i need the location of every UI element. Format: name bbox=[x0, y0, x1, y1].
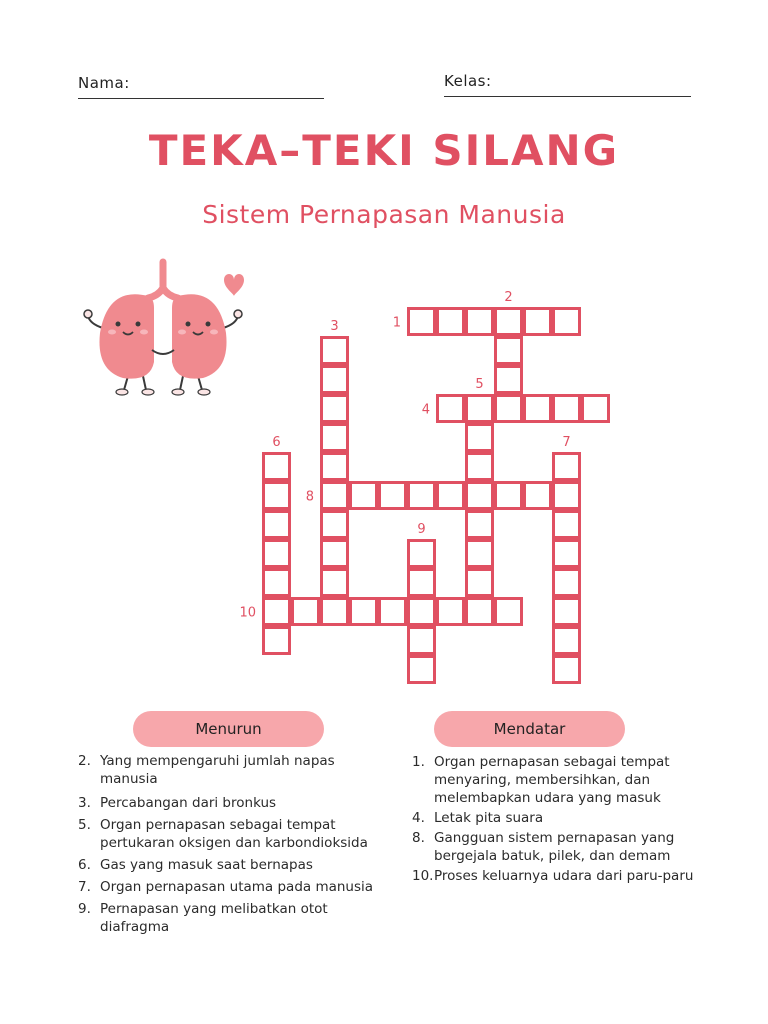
crossword-cell[interactable] bbox=[467, 570, 493, 596]
clue-number-label: 2 bbox=[504, 290, 513, 305]
down-clue-7 bbox=[78, 878, 378, 896]
across-clue-4 bbox=[412, 809, 712, 827]
clue-text: Proses keluarnya udara dari paru-paru bbox=[434, 868, 694, 884]
crossword-cell[interactable] bbox=[467, 541, 493, 567]
crossword-cell[interactable] bbox=[554, 396, 580, 422]
crossword-cell[interactable] bbox=[554, 599, 580, 625]
clue-text: Gas yang masuk saat bernapas bbox=[100, 857, 313, 873]
crossword-cell[interactable] bbox=[322, 599, 348, 625]
crossword-cell[interactable] bbox=[554, 309, 580, 335]
page-title: TEKA–TEKI SILANG bbox=[148, 126, 620, 175]
crossword-cell[interactable] bbox=[322, 570, 348, 596]
crossword-cell[interactable] bbox=[409, 570, 435, 596]
clue-number-label: 4 bbox=[421, 402, 430, 418]
crossword-cell[interactable] bbox=[322, 483, 348, 509]
crossword-cell[interactable] bbox=[525, 309, 551, 335]
crossword-cell[interactable] bbox=[438, 309, 464, 335]
clue-text: Organ pernapasan utama pada manusia bbox=[100, 879, 374, 895]
crossword-cell[interactable] bbox=[496, 338, 522, 364]
crossword-cell[interactable] bbox=[264, 628, 290, 654]
clue-text: Percabangan dari bronkus bbox=[100, 795, 277, 811]
clue-number: 8. bbox=[412, 830, 425, 846]
crossword-cell[interactable] bbox=[554, 454, 580, 480]
down-clues-header: Menurun bbox=[133, 711, 324, 747]
crossword-cell[interactable] bbox=[554, 570, 580, 596]
across-clue-8 bbox=[412, 829, 712, 865]
crossword-cell[interactable] bbox=[322, 367, 348, 393]
clue-number: 7. bbox=[78, 879, 91, 895]
name-line[interactable] bbox=[78, 98, 324, 99]
down-clue-2 bbox=[78, 752, 378, 788]
across-clue-list bbox=[412, 753, 712, 885]
crossword-cell[interactable] bbox=[554, 512, 580, 538]
crossword-cell[interactable] bbox=[496, 396, 522, 422]
crossword-cell[interactable] bbox=[583, 396, 609, 422]
clue-number: 10. bbox=[412, 868, 434, 884]
clue-number: 1. bbox=[412, 754, 425, 770]
clue-number: 3. bbox=[78, 795, 91, 811]
crossword-cell[interactable] bbox=[380, 483, 406, 509]
crossword-cell[interactable] bbox=[467, 425, 493, 451]
crossword-cell[interactable] bbox=[438, 483, 464, 509]
crossword-cell[interactable] bbox=[467, 309, 493, 335]
crossword-cell[interactable] bbox=[264, 454, 290, 480]
crossword-cell[interactable] bbox=[322, 338, 348, 364]
clue-number-label: 1 bbox=[392, 315, 401, 331]
class-label: Kelas: bbox=[444, 72, 492, 90]
crossword-cell[interactable] bbox=[264, 541, 290, 567]
crossword-cell[interactable] bbox=[322, 425, 348, 451]
clue-number-label: 10 bbox=[239, 605, 256, 621]
crossword-cell[interactable] bbox=[554, 483, 580, 509]
down-clue-5 bbox=[78, 816, 378, 852]
clue-number: 2. bbox=[78, 753, 91, 769]
crossword-cell[interactable] bbox=[467, 454, 493, 480]
lungs-illustration bbox=[78, 258, 248, 403]
clue-number-label: 9 bbox=[417, 522, 426, 537]
crossword-cell[interactable] bbox=[496, 599, 522, 625]
crossword-cell[interactable] bbox=[467, 483, 493, 509]
clue-text: Organ pernapasan sebagai tempat pertukaran oksigen dan karbondioksida bbox=[100, 817, 368, 851]
crossword-cell[interactable] bbox=[322, 541, 348, 567]
down-clue-9 bbox=[78, 900, 378, 936]
crossword-cell[interactable] bbox=[554, 628, 580, 654]
clue-number-label: 6 bbox=[272, 435, 281, 450]
crossword-cell[interactable] bbox=[351, 483, 377, 509]
crossword-cell[interactable] bbox=[264, 483, 290, 509]
clue-text: Pernapasan yang melibatkan otot diafragma bbox=[100, 901, 328, 935]
clue-number-label: 3 bbox=[330, 319, 339, 334]
crossword-cell[interactable] bbox=[264, 599, 290, 625]
crossword-cell[interactable] bbox=[409, 309, 435, 335]
crossword-cell[interactable] bbox=[409, 599, 435, 625]
page-subtitle: Sistem Pernapasan Manusia bbox=[202, 200, 566, 229]
clue-number: 6. bbox=[78, 857, 91, 873]
crossword-cell[interactable] bbox=[322, 512, 348, 538]
crossword-cell[interactable] bbox=[409, 541, 435, 567]
crossword-cell[interactable] bbox=[496, 483, 522, 509]
crossword-cell[interactable] bbox=[438, 396, 464, 422]
crossword-cell[interactable] bbox=[322, 396, 348, 422]
crossword-cell[interactable] bbox=[409, 628, 435, 654]
name-label: Nama: bbox=[78, 74, 130, 92]
crossword-cell[interactable] bbox=[409, 483, 435, 509]
crossword-cell[interactable] bbox=[525, 483, 551, 509]
crossword-cell[interactable] bbox=[496, 367, 522, 393]
clue-text: Yang mempengaruhi jumlah napas manusia bbox=[100, 753, 335, 787]
down-clue-3 bbox=[78, 794, 378, 812]
clue-text: Gangguan sistem pernapasan yang bergejala batuk, pilek, dan demam bbox=[434, 830, 675, 864]
across-clues-header: Mendatar bbox=[434, 711, 625, 747]
crossword-cell[interactable] bbox=[467, 512, 493, 538]
across-clue-1 bbox=[412, 753, 712, 807]
crossword-cell[interactable] bbox=[293, 599, 319, 625]
across-clue-10 bbox=[412, 867, 712, 885]
crossword-cell[interactable] bbox=[322, 454, 348, 480]
clue-number: 9. bbox=[78, 901, 91, 917]
crossword-cell[interactable] bbox=[438, 599, 464, 625]
heart-icon bbox=[224, 274, 244, 296]
crossword-cell[interactable] bbox=[351, 599, 377, 625]
crossword-cell[interactable] bbox=[380, 599, 406, 625]
crossword-cell[interactable] bbox=[409, 657, 435, 683]
crossword-cell[interactable] bbox=[264, 570, 290, 596]
down-clue-6 bbox=[78, 856, 378, 874]
crossword-cell[interactable] bbox=[525, 396, 551, 422]
down-clue-list bbox=[78, 752, 378, 936]
clue-text: Letak pita suara bbox=[434, 810, 544, 826]
crossword-cell[interactable] bbox=[554, 541, 580, 567]
class-line[interactable] bbox=[444, 96, 691, 97]
clue-number: 5. bbox=[78, 817, 91, 833]
clue-number-label: 5 bbox=[475, 377, 484, 392]
clue-number-label: 8 bbox=[305, 489, 314, 505]
crossword-cell[interactable] bbox=[467, 599, 493, 625]
clue-number-label: 7 bbox=[562, 435, 571, 450]
crossword-cell[interactable] bbox=[467, 396, 493, 422]
clue-text: Organ pernapasan sebagai tempat menyaring, membersihkan, dan melembapkan udara yang masuk bbox=[434, 754, 670, 806]
crossword-cell[interactable] bbox=[496, 309, 522, 335]
clue-number: 4. bbox=[412, 810, 425, 826]
crossword-cell[interactable] bbox=[554, 657, 580, 683]
crossword-cell[interactable] bbox=[264, 512, 290, 538]
